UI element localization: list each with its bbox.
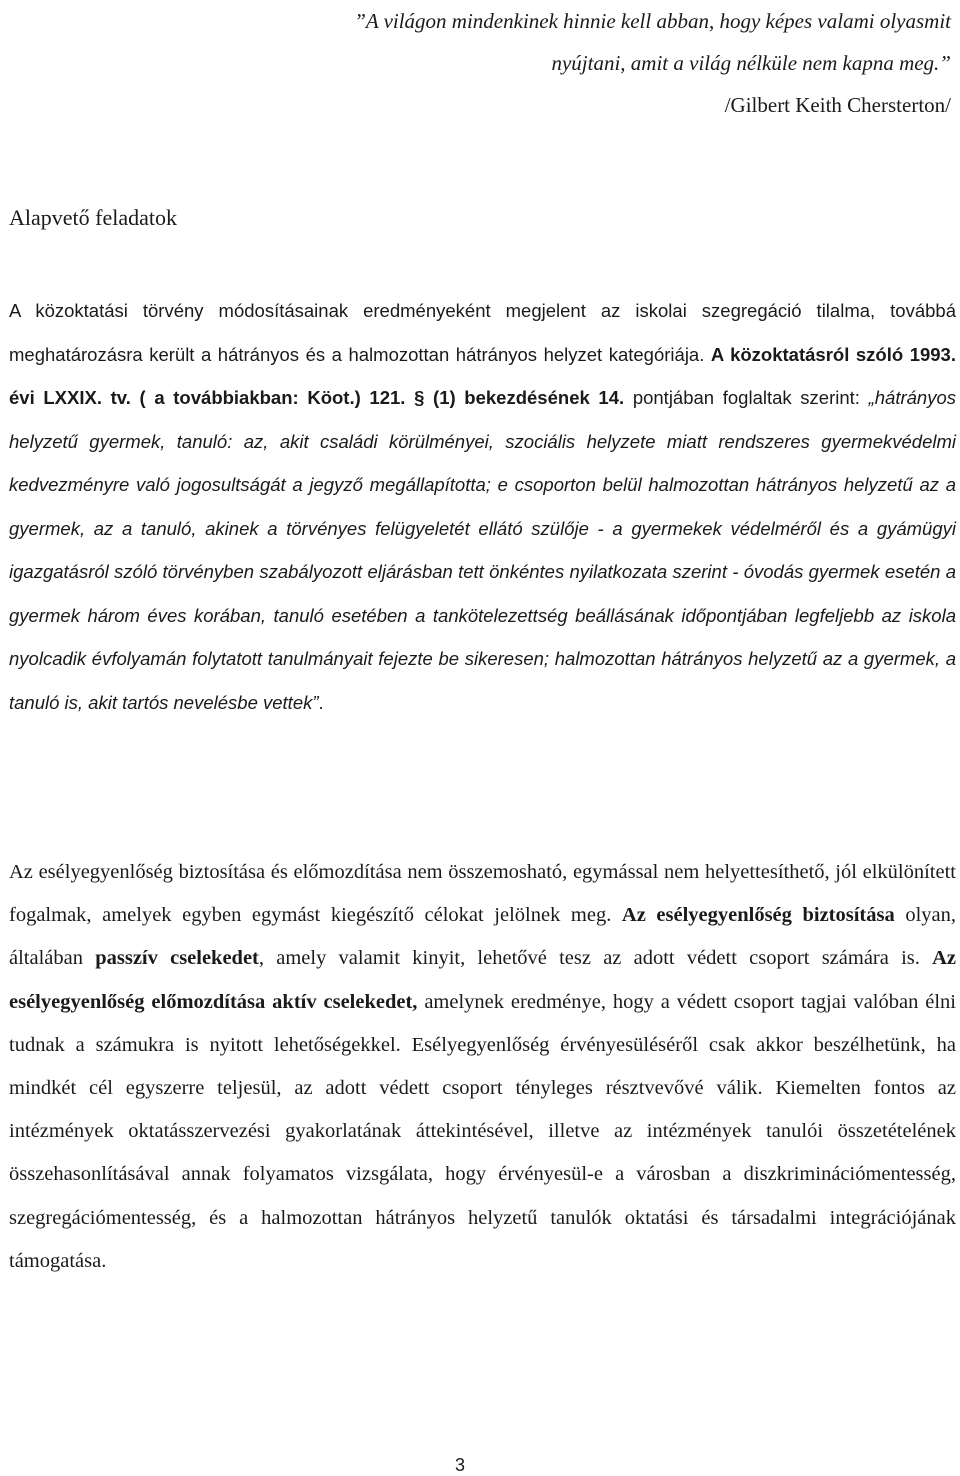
para2-text-1: Az esélyegyenlőség biztosítása és előmozdítása nem összemosható, egymással nem helyettesíthető, jól elkülönített fogalmak, amelyek egyben egymást kiegészítő célokat jelölnek meg. [9,861,956,927]
para2-text-2: olyan, általában [9,904,957,970]
legal-definition-quote: „hátrányos helyzetű gyermek, tanuló: az, akit családi körülményei, szociális helyzete miatt rendszeres gyermekvédelmi kedvezményre való jogosultságát a jegyző megállapította; e csoporton belül halmozottan hátrányos helyzetű az a gyermek, az a tanuló, akinek a törvényes felügyeletét ellátó szülője - a gyermekek védelméről és a gyámügyi igazgatásról szóló törvényben szabályozott eljárásban tett önkéntes nyilatkozata szerint - óvodás gyermek esetén a gyermek három éves korában, tanuló esetében a tankötelezettség beállásának időpontjában legfeljebb az iskola nyolcadik évfolyamán folytatott tanulmányait fejezte be sikeresen; halmozottan hátrányos helyzetű az a gyermek, a tanuló is, akit tartós nevelésbe vettek” [9,387,957,713]
paragraph-equal-opportunity [9,851,956,1283]
paragraph-intro: A közoktatási törvény módosításainak eredményeként megjelent az iskolai szegregáció tilalma, továbbá meghatározásra került a hátrányos és a halmozottan hátrányos helyzet kategóriája. [9,300,956,365]
para2-bold-3: Az esélyegyenlőség előmozdítása aktív cselekedet, [9,947,956,1013]
section-heading: Alapvető feladatok [9,205,177,230]
para2-bold-2: passzív cselekedet [95,947,259,970]
quote-line-1: ”A világon mindenkinek hinnie kell abban, hogy képes valami olyasmit [354,9,951,33]
para2-text-3: , amely valamit kinyit, lehetővé tesz az adott védett csoport számára is. [258,947,933,970]
paragraph-disadvantaged-definition [9,289,956,724]
law-reference: A közoktatásról szóló 1993. évi LXXIX. tv. ( a továbbiakban: Köot.) 121. § (1) bekezdésének 14. [9,343,956,408]
quote-line-2: nyújtani, amit a világ nélküle nem kapna meg.” [551,51,951,75]
page-number: 3 [455,1455,466,1475]
paragraph-connector: pontjában foglaltak szerint: [624,387,869,408]
paragraph-end: . [318,691,324,713]
para2-text-4: amelynek eredménye, hogy a védett csoport tagjai valóban élni tudnak a számukra is nyitott lehetőségekkel. Esélyegyenlőség érvényesüléséről csak akkor beszélhetünk, ha mindkét cél egyszerre teljesül, az adott védett csoport tényleges résztvevővé válik. Kiemelten fontos az intézmények oktatásszervezési gyakorlatának áttekintésével, illetve az intézmények tanulói összetételének összehasonlításával annak folyamatos vizsgálata, hogy érvényesül-e a városban a diszkriminációmentesség, szegregációmentesség, és a halmozottan hátrányos helyzetű tanulók oktatási és társadalmi integrációjának támogatása. [9,990,956,1272]
epigraph-quote [354,0,951,126]
quote-author: /Gilbert Keith Chersterton/ [724,93,951,117]
para2-bold-1: Az esélyegyenlőség biztosítása [621,904,895,927]
